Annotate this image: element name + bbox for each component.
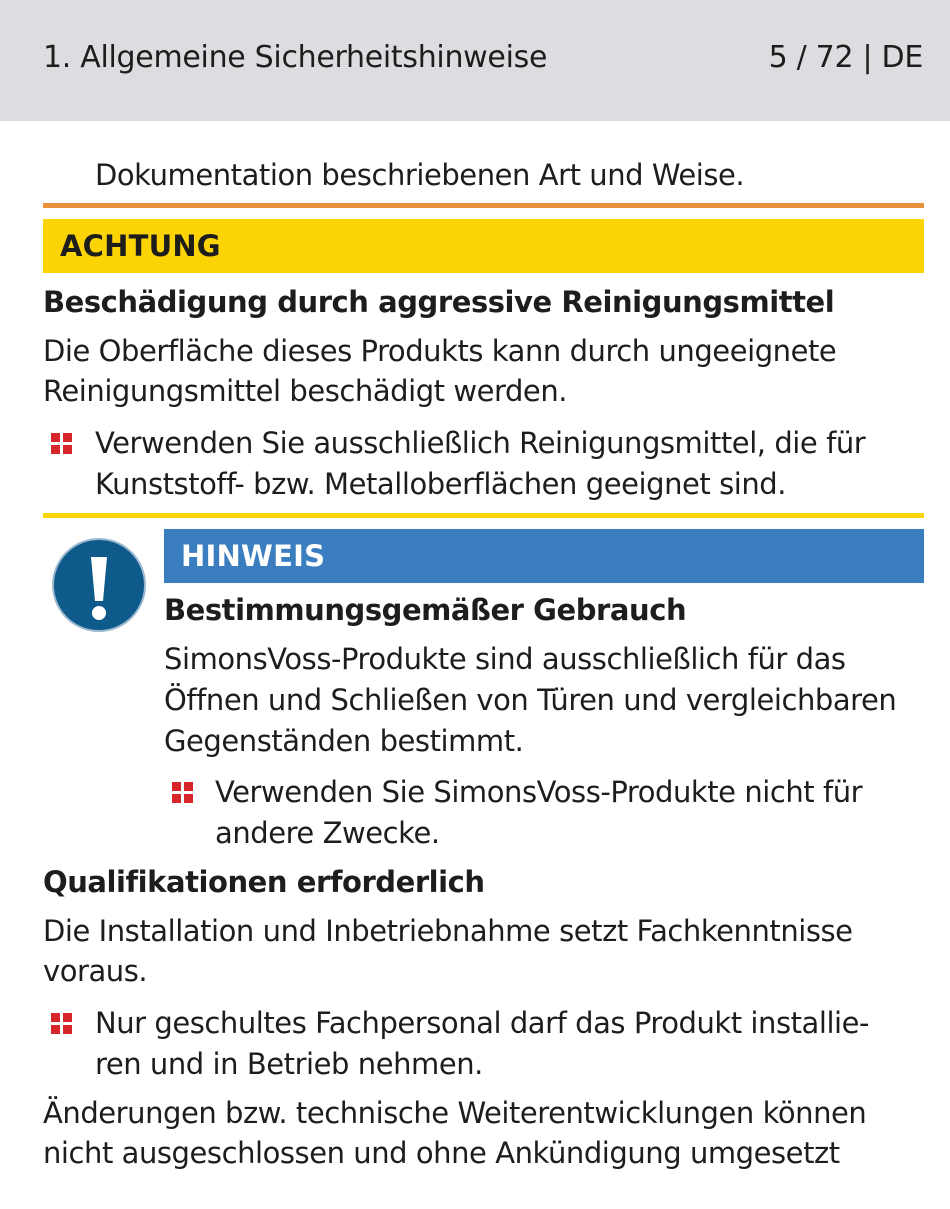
exclamation-circle-icon	[51, 537, 147, 633]
achtung-text-line: Die Oberfläche dieses Produkts kann durch ungeeignete	[43, 334, 837, 368]
qualifikation-bullet-line: ren und in Betrieb nehmen.	[95, 1047, 483, 1081]
closing-text-line: nicht ausgeschlossen und ohne Ankündigung umgesetzt	[43, 1136, 840, 1170]
achtung-bottom-rule	[43, 513, 924, 518]
achtung-bullet-line: Verwenden Sie ausschließlich Reinigungsmittel, die für	[95, 426, 866, 460]
bullet-icon	[51, 433, 72, 454]
achtung-banner: ACHTUNG	[43, 219, 924, 273]
bullet-icon	[172, 782, 193, 803]
hinweis-text-line: SimonsVoss-Produkte sind ausschließlich für das	[164, 642, 846, 676]
closing-text-line: Änderungen bzw. technische Weiterentwicklungen können	[43, 1096, 867, 1130]
section-title: 1. Allgemeine Sicherheitshinweise	[43, 40, 548, 75]
intro-line: Dokumentation beschriebenen Art und Weise.	[95, 158, 745, 192]
page-header	[0, 0, 950, 121]
achtung-heading: Beschädigung durch aggressive Reinigungsmittel	[43, 285, 835, 319]
qualifikation-heading: Qualifikationen erforderlich	[43, 865, 485, 899]
achtung-text-line: Reinigungsmittel beschädigt werden.	[43, 374, 568, 408]
qualifikation-text-line: voraus.	[43, 954, 148, 988]
achtung-bullet-line: Kunststoff- bzw. Metalloberflächen geeignet sind.	[95, 467, 786, 501]
hinweis-banner: HINWEIS	[164, 529, 924, 583]
qualifikation-text-line: Die Installation und Inbetriebnahme setzt Fachkenntnisse	[43, 914, 853, 948]
qualifikation-bullet-line: Nur geschultes Fachpersonal darf das Produkt installie-	[95, 1006, 870, 1040]
bullet-icon	[51, 1013, 72, 1034]
hinweis-bullet-line: andere Zwecke.	[215, 816, 440, 850]
page-number: 5 / 72 | DE	[768, 40, 923, 75]
hinweis-heading: Bestimmungsgemäßer Gebrauch	[164, 593, 687, 627]
hinweis-text-line: Öffnen und Schließen von Türen und vergleichbaren	[164, 683, 897, 717]
hinweis-bullet-line: Verwenden Sie SimonsVoss-Produkte nicht für	[215, 775, 863, 809]
achtung-top-rule	[43, 203, 924, 208]
hinweis-text-line: Gegenständen bestimmt.	[164, 724, 524, 758]
